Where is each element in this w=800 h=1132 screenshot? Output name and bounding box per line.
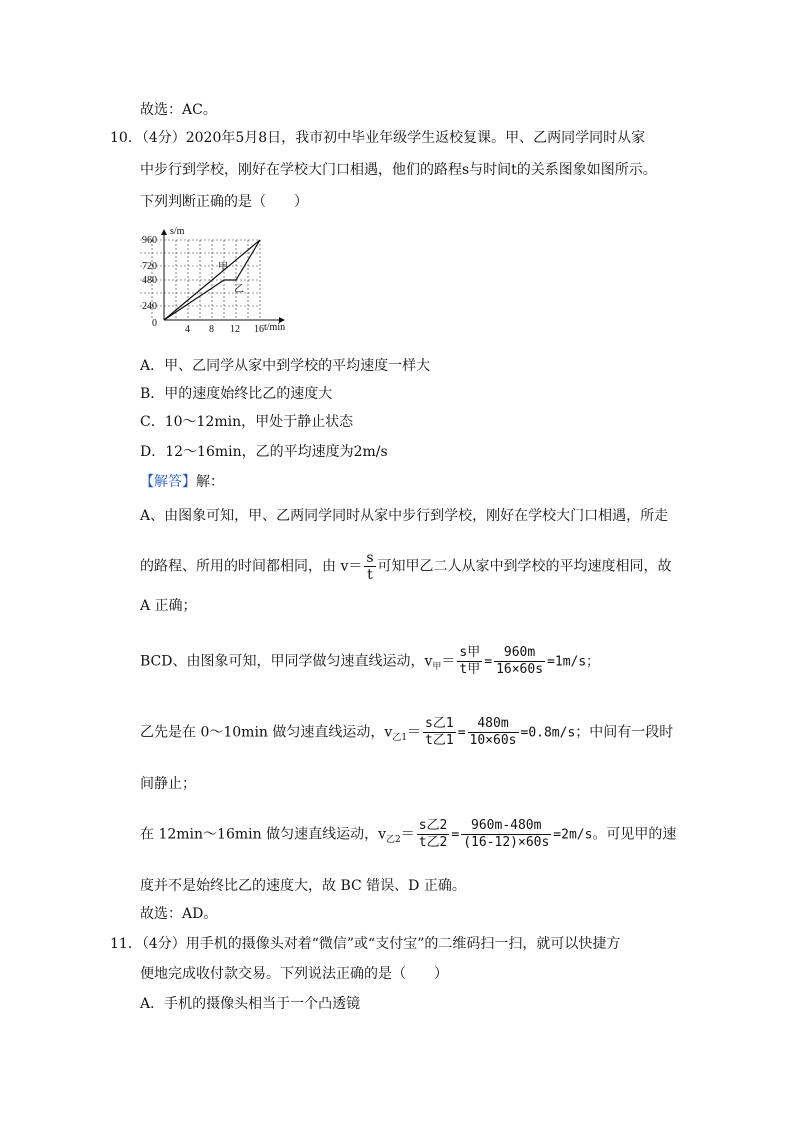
fraction-denominator: 10×60s — [469, 733, 517, 748]
bcd-eq: ＝ — [441, 653, 456, 670]
yi1-eq: ＝ — [407, 724, 422, 741]
solution-yi1-line-2: 间静止； — [140, 776, 196, 792]
solution-a-post: 可知甲乙二人从家中到学校的平均速度相同，故 — [377, 558, 672, 575]
fraction-denominator: t乙1 — [425, 733, 454, 748]
fraction-numerator: s甲 — [459, 645, 481, 660]
yi1-fraction-1 — [423, 716, 456, 749]
solution-tag-after: 解： — [196, 474, 224, 490]
option-d: D．12～16min，乙的平均速度为2m/s — [140, 444, 388, 460]
option-c: C．10～12min，甲处于静止状态 — [140, 414, 354, 430]
yi1-post: ；中间有一段时 — [575, 724, 674, 741]
previous-answer: 故选：AC。 — [140, 102, 217, 118]
yi1-pre: 乙先是在 0～10min 做匀速直线运动，v — [140, 724, 393, 741]
fraction-numerator: s — [366, 550, 374, 566]
solution-a-line-2 — [140, 550, 672, 583]
distance-time-graph — [140, 226, 310, 336]
y-axis-label: s/m — [170, 226, 185, 237]
bcd-pre: BCD、由图象可知，甲同学做匀速直线运动，v — [140, 653, 433, 670]
yi2-fraction-2 — [461, 818, 551, 851]
option-a: A．甲、乙同学从家中到学校的平均速度一样大 — [140, 358, 431, 374]
option-b: B．甲的速度始终比乙的速度大 — [140, 386, 333, 402]
yi2-post: 。可见甲的速 — [592, 826, 677, 843]
solution-header — [140, 472, 224, 492]
x-tick-4: 4 — [185, 324, 190, 335]
fraction-denominator: t乙2 — [418, 835, 448, 850]
yi1-fraction-2 — [468, 716, 519, 749]
fraction-denominator: t甲 — [459, 662, 481, 677]
x-tick-12: 12 — [230, 324, 240, 335]
question-11-line-2: 便地完成收付款交易。下列说法正确的是（ ） — [140, 966, 448, 982]
x-tick-16: 16 — [254, 324, 264, 335]
y-tick-480: 480 — [142, 275, 157, 286]
fraction-numerator: 960m-480m — [461, 818, 551, 835]
bcd-result: =1m/s； — [547, 654, 600, 670]
yi2-eq: ＝ — [400, 826, 415, 843]
solution-tag: 【解答】 — [140, 474, 196, 490]
fraction-denominator: 16×60s — [496, 662, 544, 677]
bcd-fraction-2 — [494, 645, 545, 678]
graph-grid — [140, 240, 260, 320]
solution-a-line-1: A、由图象可知，甲、乙两同学同时从家中步行到学校，刚好在学校大门口相遇，所走 — [140, 508, 669, 524]
bcd-sub: 甲 — [432, 661, 442, 672]
yi1-result: =0.8m/s — [520, 725, 576, 741]
fraction-numerator: 480m — [468, 716, 519, 733]
solution-bcd-line: BCD、由图象可知，甲同学做匀速直线运动，$v_甲=$ $\frac{\text{s甲}}{\text{t甲}}$ = $\frac{960m}{16\times 60s}$ =1m/s； — [140, 645, 600, 677]
yi2-result: =2m/s — [553, 827, 593, 843]
solution-a-line-3: A 正确； — [140, 598, 197, 614]
x-tick-8: 8 — [209, 324, 214, 335]
question-10-answer: 故选：AD。 — [140, 906, 218, 922]
bcd-fraction-1 — [457, 645, 482, 678]
yi2-sub: 乙2 — [385, 834, 401, 845]
question-10-line-3: 下列判断正确的是（ ） — [140, 194, 308, 210]
question-10-line-1: 10．（4分）2020年5月8日，我市初中毕业年级学生返校复课。甲、乙两同学同时从家 — [110, 130, 646, 146]
fraction-numerator: 960m — [494, 645, 545, 662]
question-10-line-2: 中步行到学校，刚好在学校大门口相遇，他们的路程s与时间t的关系图象如图所示。 — [140, 162, 657, 178]
origin-label: 0 — [152, 318, 157, 329]
yi2-pre: 在 12min～16min 做匀速直线运动，v — [140, 826, 386, 843]
fraction-denominator: t — [367, 567, 373, 583]
fraction-denominator: (16-12)×60s — [463, 835, 550, 850]
question-11-line-1: 11．（4分）用手机的摄像头对着“微信”或“支付宝”的二维码扫一扫，就可以快捷方 — [110, 936, 621, 952]
curve-label-yi: 乙 — [234, 284, 244, 295]
solution-yi2-line: 在 12min～16min 做匀速直线运动，$v_{乙2}=$ $\frac{\text{s乙2}}{\text{t乙2}}$ = $\frac{960m-480m}{(16-12)\times 60s}$ =2m/s。可见甲的速 — [140, 818, 677, 850]
velocity-formula-fraction — [364, 550, 375, 583]
y-tick-720: 720 — [142, 261, 157, 272]
fraction-numerator: s乙2 — [418, 818, 448, 833]
x-axis-label: t/min — [264, 322, 286, 333]
y-tick-240: 240 — [142, 301, 157, 312]
fraction-numerator: s乙1 — [425, 716, 454, 731]
solution-yi2-line-2: 度并不是始终比乙的速度大，故 BC 错误、D 正确。 — [140, 878, 466, 894]
yi2-fraction-1 — [417, 818, 450, 851]
solution-a-pre: 的路程、所用的时间都相同，由 v＝ — [140, 558, 363, 575]
curve-label-jia: 甲 — [218, 262, 228, 273]
solution-yi1-line: 乙先是在 0～10min 做匀速直线运动，$v_{乙1}=$ $\frac{\text{s乙1}}{\text{t乙1}}$ = $\frac{480m}{10\times 60s}$ =0.8m/s；中间有一段时 — [140, 716, 674, 748]
y-tick-960: 960 — [142, 235, 157, 246]
yi1-sub: 乙1 — [392, 732, 408, 743]
question-11-option-a: A．手机的摄像头相当于一个凸透镜 — [140, 996, 361, 1012]
